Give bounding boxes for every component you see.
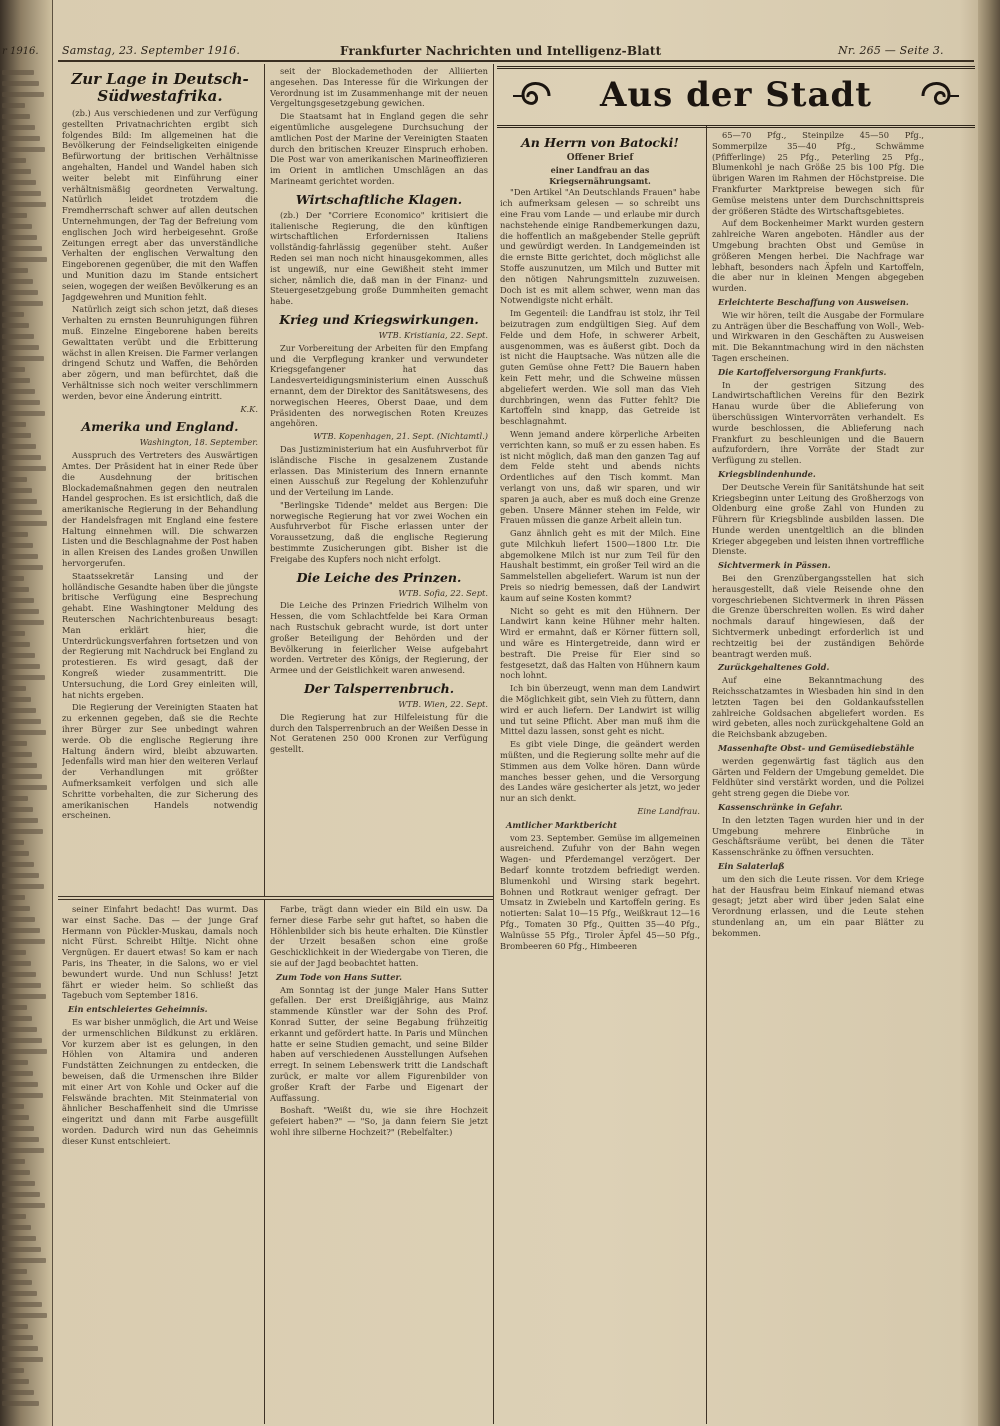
article-title: Amerika und England.	[81, 419, 239, 435]
adjacent-page-text-line	[2, 1159, 25, 1164]
article-paragraph: seiner Einfahrt bedacht! Das wurmt. Das war einst Sache. Das — der junge Graf Hermann von Pückler-Muskau, damals noch nicht Fürst. Schreibt Hiltje. Nicht ohne Vergnügen. Er dauert etwas! So kam er nach Paris, ins Theater, in die Salons, wo er viel bewundert wurde. Und nun Schluss! Jetzt fährt er wieder heim. So schließt das Tagebuch vom September 1816.	[62, 904, 258, 1001]
section-heading: Kassenschränke in Gefahr.	[718, 802, 843, 813]
adjacent-page-text-line	[2, 268, 28, 273]
adjacent-page-text-line	[2, 972, 36, 977]
adjacent-page-text-line	[2, 1302, 42, 1307]
adjacent-page-text-line	[2, 851, 29, 856]
adjacent-page-text-line	[2, 235, 37, 240]
adjacent-page-text-line	[2, 873, 39, 878]
article-title: Die Leiche des Prinzen.	[296, 569, 462, 585]
adjacent-page-text-line	[2, 422, 26, 427]
article-signature: K.K.	[240, 403, 258, 414]
article-paragraph: werden gegenwärtig fast täglich aus den Gärten und Feldern der Umgebung gemeldet. Die Feldhüter sind verstärkt worden, und die Polizei geht streng gegen die Diebe vor.	[712, 755, 924, 799]
adjacent-page-text-line	[2, 1148, 44, 1153]
adjacent-page-text-line	[2, 884, 44, 889]
adjacent-page-date: r 1916.	[2, 46, 39, 57]
header-masthead: Frankfurter Nachrichten und Intelligenz-Blatt	[340, 44, 662, 58]
adjacent-page-text-line	[2, 939, 45, 944]
adjacent-page-text-line	[2, 301, 43, 306]
ornament-left-icon	[509, 77, 555, 115]
adjacent-page-text-line	[2, 81, 39, 86]
adjacent-page-text-line	[2, 1027, 37, 1032]
adjacent-page-text-line	[2, 620, 44, 625]
column-4	[712, 130, 924, 1422]
adjacent-page-text-line	[2, 114, 30, 119]
article-paragraph: Wie wir hören, teilt die Ausgabe der Formulare zu Anträgen über die Beschaffung von Woll-, Web- und Wirkwaren in den Geschäften zu Ausweisen mit. Die Bekanntmachung wird in den nächsten Tagen erscheinen.	[712, 309, 924, 363]
article-signature: Eine Landfrau.	[637, 806, 700, 817]
article-title: Zur Lage in Deutsch-Südwestafrika.	[71, 70, 249, 105]
adjacent-page-text-line	[2, 554, 38, 559]
article-paragraph: vom 23. September. Gemüse im allgemeinen ausreichend. Zufuhr von der Bahn wegen Wagen- und Pferdemangel verzögert. Der Bedarf konnte trotzdem befriedigt werden. Blumenkohl und Wirsing stark begehrt. Bohnen und Rotkraut weniger gefragt. Der Umsatz in Zwiebeln und Kartoffeln gering. Es notierten: Salat 10—15 Pfg., Weißkraut 12—16 Pfg., Tomaten 30 Pfg., Quitten 35—40 Pfg., Walnüsse 55 Pfg., Tiroler Äpfel 45—50 Pfg., Brombeeren 60 Pfg., Himbeeren	[500, 832, 700, 951]
adjacent-page-text-line	[2, 323, 29, 328]
adjacent-page-text-line	[2, 444, 36, 449]
adjacent-page-text-line	[2, 818, 38, 823]
adjacent-page-text-line	[2, 213, 27, 218]
adjacent-page-text-line	[2, 400, 40, 405]
section-heading: Ein entschleiertes Geheimnis.	[68, 1004, 208, 1015]
article-paragraph: In den letzten Tagen wurden hier und in der Umgebung mehrere Einbrüche in Geschäftsräume verübt, bei denen die Täter Kassenschränke zu öffnen versuchten.	[712, 814, 924, 858]
feuilleton-column-1	[62, 904, 258, 1422]
column-rule	[264, 64, 265, 896]
column-rule	[493, 64, 494, 1424]
adjacent-page-text-line	[2, 774, 42, 779]
adjacent-page-text-line	[2, 411, 45, 416]
article-title: Der Talsperrenbruch.	[303, 681, 455, 697]
article-paragraph: Boshaft. "Weißt du, wie sie ihre Hochzeit gefeiert haben?" — "So, ja dann feiern Sie jetzt wohl ihre silberne Hochzeit?" (Rebelfalter.)	[270, 1105, 488, 1137]
adjacent-page-text-line	[2, 708, 36, 713]
article-paragraph: um den sich die Leute rissen. Vor dem Kriege hat der Hausfrau beim Einkauf niemand etwas gesagt; jetzt aber wird über jeden Salat eine Verordnung erlassen, und die Leute stehen stundenlang an, um ein paar Blätter zu bekommen.	[712, 873, 924, 938]
column-1	[62, 66, 258, 892]
adjacent-page-text-line	[2, 741, 27, 746]
adjacent-page-text-line	[2, 785, 47, 790]
adjacent-page-text-line	[2, 378, 30, 383]
adjacent-page-text-line	[2, 147, 45, 152]
section-heading: Zum Tode von Hans Sutter.	[276, 971, 403, 982]
dateline: Washington, 18. September.	[139, 437, 258, 448]
adjacent-page-text-line	[2, 906, 30, 911]
feuilleton-column-2	[270, 904, 488, 1422]
adjacent-page-text-line	[2, 950, 26, 955]
article-title: Wirtschaftliche Klagen.	[295, 191, 463, 207]
adjacent-page-text-line	[2, 1357, 43, 1362]
adjacent-page-text-line	[2, 807, 33, 812]
adjacent-page-text-line	[2, 763, 37, 768]
adjacent-page-text-line	[2, 1038, 42, 1043]
adjacent-page-text-line	[2, 1236, 36, 1241]
article-paragraph: Ganz ähnlich geht es mit der Milch. Eine gute Milchkuh liefert 1500—1800 Ltr. Die abgemolkene Milch ist nur zum Teil für den Haushalt bestimmt, ein großer Teil wird an die Sammelstellen abgeliefert. Warum ist nun der Preis so niedrig bemessen, daß der Landwirt kaum auf seine Kosten kommt?	[500, 528, 700, 603]
adjacent-page-text-line	[2, 92, 44, 97]
adjacent-page-text-line	[2, 1049, 47, 1054]
adjacent-page-text-line	[2, 1104, 24, 1109]
article-paragraph: Die Regierung hat zur Hilfeleistung für die durch den Talsperrenbruch an der Weißen Desse in Not Geratenen 250 000 Kronen zur Verfügung gestellt.	[270, 711, 488, 755]
page-edge	[978, 0, 1000, 1426]
section-heading: Massenhafte Obst- und Gemüsediebstähle	[718, 743, 915, 754]
adjacent-page-text-line	[2, 1313, 47, 1318]
adjacent-page-text-line	[2, 521, 47, 526]
adjacent-page-text-line	[2, 1115, 29, 1120]
adjacent-page-text-line	[2, 1247, 41, 1252]
adjacent-page-text-line	[2, 543, 33, 548]
adjacent-page-text-line	[2, 829, 43, 834]
article-paragraph: Nicht so geht es mit den Hühnern. Der Landwirt kann keine Hühner mehr halten. Wird er ermahnt, daß er Körner füttern soll, und wäre es Hintergetreide, dann wird er bestraft. Die Preise für Eier sind so festgesetzt, daß das Halten von Hühnern kaum noch lohnt.	[500, 605, 700, 681]
adjacent-page-text-line	[2, 1225, 31, 1230]
adjacent-page-text-line	[2, 356, 44, 361]
adjacent-page-text-line	[2, 1335, 33, 1340]
article-paragraph: Es gibt viele Dinge, die geändert werden müßten, und die Regierung sollte mehr auf die Stimmen aus dem Volke hören. Dann würde manches besser gehen, und die Versorgung des Landes wäre gesicherter als jetzt, wo jeder nur an sich denkt.	[500, 739, 700, 804]
adjacent-page-text-line	[2, 697, 31, 702]
article-subtitle: einer Landfrau an das Kriegsernährungsamt.	[549, 164, 651, 186]
adjacent-page-text-line	[2, 290, 38, 295]
article-paragraph: (zb.) Der "Corriere Economico" kritisiert die italienische Regierung, die den künftigen wirtschaftlichen Erfordernissen Italiens vollständig-fahrlässig gegenüber steht. Außer Reden sei man noch nicht hinausgekommen, alles ist ungewiß, nur eine Gewißheit steht immer sicher, nämlich die, daß man in der Finanz- und Steuergesetzgebung große Dummheiten gemacht habe.	[270, 209, 488, 307]
article-paragraph: Staatssekretär Lansing und der holländische Gesandte haben über die jüngste britische Verfügung eine Besprechung gehabt. Eine Washingtoner Meldung des Reuterschen Nachrichtenbureaus besagt: Man erklärt hier, die Unterdrückungsverfahren fortsetzen und von der Regierung mit Nachdruck bei England zu protestieren. Es wird gesagt, daß der Kongreß wieder zusammentritt. Die Untersuchung, die Lord Grey einleiten will, hat nichts ergeben.	[62, 570, 258, 700]
adjacent-page-text-line	[2, 312, 24, 317]
article-paragraph: Farbe, trägt dann wieder ein Bild ein usw. Da ferner diese Farbe sehr gut haftet, so haben die Höhlenbilder sich bis heute erhalten. Die Künstler der Urzeit besaßen schon eine große Geschicklichkeit in der Wiedergabe von Tieren, die sie auf der Jagd beobachtet hatten.	[270, 904, 488, 968]
article-title: Krieg und Kriegswirkungen.	[279, 311, 479, 327]
column-3	[500, 130, 700, 1422]
adjacent-page-text-line	[2, 499, 37, 504]
adjacent-page-text-line	[2, 367, 25, 372]
adjacent-page-text-line	[2, 1346, 38, 1351]
adjacent-page-text-line	[2, 983, 41, 988]
adjacent-page-text-line	[2, 961, 31, 966]
adjacent-page-text-line	[2, 257, 47, 262]
adjacent-page-text-line	[2, 103, 25, 108]
adjacent-page-text-line	[2, 180, 36, 185]
article-paragraph: Im Gegenteil: die Landfrau ist stolz, ihr Teil beizutragen zum endgültigen Sieg. Auf dem Felde und dem Hofe, in schwerer Arbeit, ausgenommen, was es äußerst gibt. Doch da ist nicht die Hauptsache. Was nützen alle die guten Gemüse ohne Fett? Die Bauern haben kein Fett mehr, und die Schweine müssen abgeliefert werden. Wie soll man das Vieh durchbringen, wenn das Futter fehlt? Die Kartoffeln sind knapp, das Getreide ist beschlagnahmt.	[500, 308, 700, 427]
article-paragraph: seit der Blockademethoden der Alliierten angesehen. Das Interesse für die Wirkungen der Verordnung ist im Zusammenhange mit der neuen Vergeltungsgesetzgebung gewichen.	[270, 66, 488, 109]
article-paragraph: Die Staatsamt hat in England gegen die sehr eigentümliche ausgelegene Durchsuchung der amtlichen Post der Marine der Vereinigten Staaten durch den britischen Kreuzer Einspruch erhoben. Die Post war von amerikanischen Marineoffizieren im Orient in amtlichen Umschlägen an das Marineamt gerichtet worden.	[270, 111, 488, 186]
article-paragraph: Die Leiche des Prinzen Friedrich Wilhelm von Hessen, die vom Schlachtfelde bei Kara Orman nach Rustschuk gebracht wurde, ist dort unter großer Beteiligung der Behörden und der Bevölkerung in feierlicher Weise aufgebahrt worden. Vertreter des Königs, der Regierung, der Armee und der Geistlichkeit waren anwesend.	[270, 600, 488, 676]
adjacent-page-text-line	[2, 1401, 39, 1406]
article-paragraph: "Berlingske Tidende" meldet aus Bergen: Die norwegische Regierung hat vor zwei Wochen ein Ausfuhrverbot für Fische erlassen unter der Voraussetzung, daß die englische Regierung bestimmte Zusicherungen gibt. Bisher ist die Freigabe des Kupfers noch nicht erfolgt.	[270, 499, 488, 564]
adjacent-page-text-line	[2, 631, 25, 636]
article-paragraph: (zb.) Aus verschiedenen und zur Verfügung gestellten Privatnachrichten ergibt sich folgendes Bild: Im allgemeinen hat die Bevölkerung der Feindseligkeiten einigende Befürwortung der britischen Verhältnisse angehalten, Handel und Wandel haben sich weiter belebt mit Einführung einer verhältnismäßig geordneten Verwaltung. Natürlich leidet trotzdem die Fremdherrschaft schwer auf allen deutschen Unternehmungen, der Tag der Befreiung vom englischen Joch wird herbeigesehnt. Große Zeitungen erregt aber das unverständliche Verhalten der englischen Verwaltung den Eingeborenen gegenüber, die mit den Waffen und Munition dazu im Stande entsichert seien, wogegen der weißen Bevölkerung es an Jagdgewehren und Munition fehlt.	[62, 108, 258, 302]
adjacent-page-text-line	[2, 642, 30, 647]
dateline: WTB. Sofia, 22. Sept.	[398, 587, 488, 598]
adjacent-page-text-line	[2, 125, 35, 130]
adjacent-page-text-line	[2, 510, 42, 515]
article-paragraph: Die Regierung der Vereinigten Staaten hat zu erkennen gegeben, daß sie die Rechte ihrer Bürger zur See unbedingt wahren werde. Ob die englische Regierung ihre Haltung ändern wird, bleibt abzuwarten. Jedenfalls wird man hier den weiteren Verlauf der Verhandlungen mit größter Aufmerksamkeit verfolgen und sich alle Schritte vorbehalten, die zur Sicherung des amerikanischen Handels notwendig erscheinen.	[62, 702, 258, 821]
adjacent-page-text-line	[2, 224, 32, 229]
adjacent-page-text-line	[2, 1060, 28, 1065]
adjacent-page-text-line	[2, 1071, 33, 1076]
ornament-right-icon	[917, 77, 963, 115]
section-heading: Die Kartoffelversorgung Frankfurts.	[718, 366, 887, 377]
article-paragraph: Auf eine Bekanntmachung des Reichsschatzamtes in Wiesbaden hin sind in den letzten Tagen bei den Goldankaufsstellen zahlreiche Goldsachen abgeliefert worden. Es wird gebeten, alles noch zurückgehaltene Gold an die Reichsbank abzugeben.	[712, 675, 924, 740]
adjacent-page-text-line	[2, 1016, 32, 1021]
adjacent-page-text-line	[2, 246, 42, 251]
section-heading: Sichtvermerk in Pässen.	[718, 560, 831, 571]
adjacent-page-text-line	[2, 1214, 26, 1219]
adjacent-page-text-line	[2, 752, 32, 757]
adjacent-page-text-line	[2, 862, 34, 867]
article-paragraph: Am Sonntag ist der junge Maler Hans Sutter gefallen. Der erst Dreißigjährige, aus Mainz stammende Künstler war der Sohn des Prof. Konrad Sutter, der seine Begabung frühzeitig erkannt und gefördert hatte. In Paris und München hatte er seine Studien gemacht, und seine Bilder haben auf verschiedenen Ausstellungen Aufsehen erregt. In seinem Lebenswerk tritt die Landschaft zurück, er malte vor allem Figurenbilder von großer Kraft der Farbe und Eigenart der Auffassung.	[270, 984, 488, 1103]
section-banner	[497, 66, 975, 128]
adjacent-page-text-line	[2, 1269, 27, 1274]
adjacent-page-text-line	[2, 1093, 43, 1098]
article-paragraph: In der gestrigen Sitzung des Landwirtschaftlichen Vereins für den Bezirk Hanau wurde über die Ablieferung von überschüssigen Wintervorräten verhandelt. Es wurde beschlossen, die Ablieferung nach Frankfurt zu beschleunigen und die Bauern aufzufordern, ihre Vorräte der Stadt zur Verfügung zu stellen.	[712, 379, 924, 466]
adjacent-page-text-line	[2, 345, 39, 350]
adjacent-page-text-line	[2, 1324, 28, 1329]
adjacent-page-text-line	[2, 994, 46, 999]
adjacent-page-text-line	[2, 917, 35, 922]
adjacent-page-text-line	[2, 664, 40, 669]
adjacent-page-text-line	[2, 334, 34, 339]
article-paragraph: Natürlich zeigt sich schon jetzt, daß dieses Verhalten zu ernsten Beunruhigungen führen muß. Einzelne Eingeborene haben bereits Gewalttaten verübt und die Erbitterung wächst in allen Kreisen. Die Farmer verlangen dringend Schutz und Waffen, die Behörden aber zögern, und man befürchtet, daß die Verhältnisse sich noch weiter verschlimmern werden, bevor eine Änderung eintritt.	[62, 304, 258, 401]
article-paragraph: Auf dem Bockenheimer Markt wurden gestern zahlreiche Waren angeboten. Händler aus der Umgebung brachten Obst und Gemüse in größeren Mengen herbei. Die Nachfrage war lebhaft, besonders nach Äpfeln und Kartoffeln, die aber nur in kleinen Mengen abgegeben wurden.	[712, 218, 924, 294]
adjacent-page-text-line	[2, 158, 26, 163]
adjacent-page-text-line	[2, 466, 46, 471]
adjacent-page-text-line	[2, 279, 33, 284]
adjacent-page-text-line	[2, 1291, 37, 1296]
column-rule	[264, 900, 265, 1424]
section-heading: Amtlicher Marktbericht	[506, 819, 618, 830]
adjacent-page-text-line	[2, 389, 35, 394]
adjacent-page-text-line	[2, 587, 29, 592]
adjacent-page-text-line	[2, 477, 27, 482]
section-heading: Erleichterte Beschaffung von Ausweisen.	[718, 296, 909, 307]
dateline: WTB. Wien, 22. Sept.	[398, 699, 488, 710]
article-paragraph: "Den Artikel "An Deutschlands Frauen" habe ich aufmerksam gelesen — so schreibt uns eine Frau vom Lande — und erlaube mir durch nachstehende einige Randbemerkungen dazu, die hoffentlich an maßgebender Stelle geprüft und gewürdigt werden. In Landgemeinden ist die ernste Bitte gerichtet, doch möglichst alle Stoffe auszunutzen, um Milch und Butter mit den nötigen Nahrungsmitteln zuzuweisen. Doch ist es mit allem schwer, wenn man das Notwendigste nicht erhält.	[500, 187, 700, 306]
adjacent-page-text-line	[2, 598, 34, 603]
article-paragraph: Der Deutsche Verein für Sanitätshunde hat seit Kriegsbeginn unter Leitung des Großherzogs von Oldenburg eine große Zahl von Hunden zu Führern für Kriegsblinde ausbilden lassen. Die Hunde werden unentgeltlich an die blinden Krieger abgegeben und leisten ihnen vortreffliche Dienste.	[712, 481, 924, 557]
adjacent-page-strip	[0, 0, 53, 1426]
adjacent-page-text-line	[2, 433, 31, 438]
adjacent-page-text-line	[2, 565, 43, 570]
adjacent-page-text-line	[2, 686, 26, 691]
adjacent-page-text-line	[2, 1137, 39, 1142]
adjacent-page-text-line	[2, 1203, 45, 1208]
feuilleton-rule	[58, 899, 493, 900]
adjacent-page-text-line	[2, 1390, 34, 1395]
adjacent-page-text-line	[2, 1082, 38, 1087]
adjacent-page-text-line	[2, 169, 31, 174]
adjacent-page-text-line	[2, 840, 24, 845]
article-paragraph: Es war bisher unmöglich, die Art und Weise der urmenschlichen Bildkunst zu erklären. Vor kurzem aber ist es gelungen, in den Höhlen von Altamira und anderen Fundstätten Zeichnungen zu entdecken, die beweisen, daß die Urmenschen ihre Bilder mit einer Art von Kohle und Ocker auf die Felswände brachten. Mit Steinmaterial von ähnlicher Beschaffenheit sind die Umrisse eingeritzt und dann mit Farbe ausgefüllt worden. Dadurch wird nun das Geheimnis dieser Kunst entschleiert.	[62, 1016, 258, 1146]
adjacent-page-text-line	[2, 1170, 30, 1175]
section-heading: Kriegsblindenhunde.	[718, 468, 816, 479]
adjacent-page-text-line	[2, 895, 25, 900]
adjacent-page-text-line	[2, 675, 45, 680]
adjacent-page-text-line	[2, 1181, 35, 1186]
banner-title: Aus der Stadt	[599, 75, 872, 115]
adjacent-page-text-line	[2, 136, 40, 141]
adjacent-page-text-line	[2, 609, 39, 614]
adjacent-page-text-line	[2, 928, 40, 933]
adjacent-page-text-line	[2, 1258, 46, 1263]
article-paragraph: Zur Vorbereitung der Arbeiten für den Empfang und die Verpflegung kranker und verwundeter Kriegsgefangener hat das Landesverteidigungsministerium einen Ausschuß ernannt, dem der Direktor des Sanitätswesens, des norwegischen Heeres, Oberst Daae, und dem Präsidenten des norwegischen Roten Kreuzes angehören.	[270, 342, 488, 429]
adjacent-page-text-line	[2, 653, 35, 658]
adjacent-page-text-line	[2, 719, 41, 724]
article-subtitle: Offener Brief	[566, 153, 634, 163]
adjacent-page-text-line	[2, 202, 46, 207]
column-2	[270, 66, 488, 892]
article-paragraph: Das Justizministerium hat ein Ausfuhrverbot für isländische Fische in gesalzenem Zustande erlassen. Das Ministerium des Innern ernannte einen Ausschuß zur Regelung der Kohlenzufuhr und der Verteilung im Lande.	[270, 443, 488, 498]
adjacent-page-text-line	[2, 1280, 32, 1285]
article-paragraph: Wenn jemand andere körperliche Arbeiten verrichten kann, so muß er zu essen haben. Es ist nicht möglich, daß man den ganzen Tag auf dem Felde steht und abends nichts Ordentliches auf den Tisch kommt. Man verlangt von uns, daß wir sparen, und wir sparen ja auch, aber es muß doch eine Grenze geben. Unsere Männer stehen im Felde, wir Frauen müssen die ganze Arbeit allein tun.	[500, 428, 700, 526]
dateline: WTB. Kristiania, 22. Sept.	[378, 329, 488, 340]
adjacent-page-text-line	[2, 70, 34, 75]
adjacent-page-text-line	[2, 1368, 24, 1373]
feuilleton-rule	[58, 896, 493, 897]
article-paragraph: Ausspruch des Vertreters des Auswärtigen Amtes. Der Präsident hat in einer Rede über die Ausdehnung der britischen Blockademaßnahmen gegen den neutralen Handel gesprochen. Es ist ersichtlich, daß die amerikanische Regierung in der Behandlung der Handelsfragen mit England eine festere Haltung einnehmen will. Die schwarzen Listen und die Beschlagnahme der Post haben in allen Kreisen des Landes großen Unwillen hervorgerufen.	[62, 450, 258, 569]
article-title: An Herrn von Batocki!	[521, 135, 679, 150]
adjacent-page-text-line	[2, 532, 28, 537]
adjacent-page-text-line	[2, 730, 46, 735]
dateline: WTB. Kopenhagen, 21. Sept. (Nichtamtl.)	[313, 431, 488, 442]
adjacent-page-text-line	[2, 488, 32, 493]
article-paragraph: Ich bin überzeugt, wenn man dem Landwirt die Möglichkeit gibt, sein Vieh zu füttern, dann wird er auch liefern. Der Landwirt ist willig und tut seine Pflicht. Aber man muß ihm die Mittel dazu lassen, sonst geht es nicht.	[500, 683, 700, 737]
article-paragraph: Bei den Grenzübergangsstellen hat sich herausgestellt, daß viele Reisende ohne den vorgeschriebenen Sichtvermerk in ihren Pässen die Grenze überschreiten wollen. Es wird daher nochmals darauf hingewiesen, daß der Sichtvermerk unbedingt erforderlich ist und rechtzeitig bei der zuständigen Behörde beantragt werden muß.	[712, 573, 924, 659]
adjacent-page-text-line	[2, 1126, 34, 1131]
header-date: Samstag, 23. September 1916.	[62, 44, 241, 57]
article-paragraph: 65—70 Pfg., Steinpilze 45—50 Pfg., Sommerpilze 35—40 Pfg., Schwämme (Pfifferlinge) 25 Pfg., Peterling 25 Pfg., Blumenkohl je nach Größe 25 bis 100 Pfg. Die übrigen Waren im Rahmen der Höchstpreise. Die Frankfurter Marktpreise bewegen sich für Gemüse meistens unter dem Durchschnittspreis der größeren Städte des Wirtschaftsgebietes.	[712, 130, 924, 216]
header-page-number: Nr. 265 — Seite 3.	[838, 44, 944, 57]
adjacent-page-text-line	[2, 455, 41, 460]
column-rule	[706, 126, 707, 1424]
section-heading: Ein Salaterlaß	[718, 861, 785, 871]
header-rule	[58, 60, 974, 62]
adjacent-page-text-line	[2, 576, 24, 581]
adjacent-page-text-line	[2, 191, 41, 196]
section-heading: Zurückgehaltenes Gold.	[718, 662, 830, 673]
adjacent-page-text-line	[2, 1005, 27, 1010]
adjacent-page-text-line	[2, 1379, 29, 1384]
adjacent-page-text-line	[2, 796, 28, 801]
adjacent-page-text-line	[2, 1192, 40, 1197]
